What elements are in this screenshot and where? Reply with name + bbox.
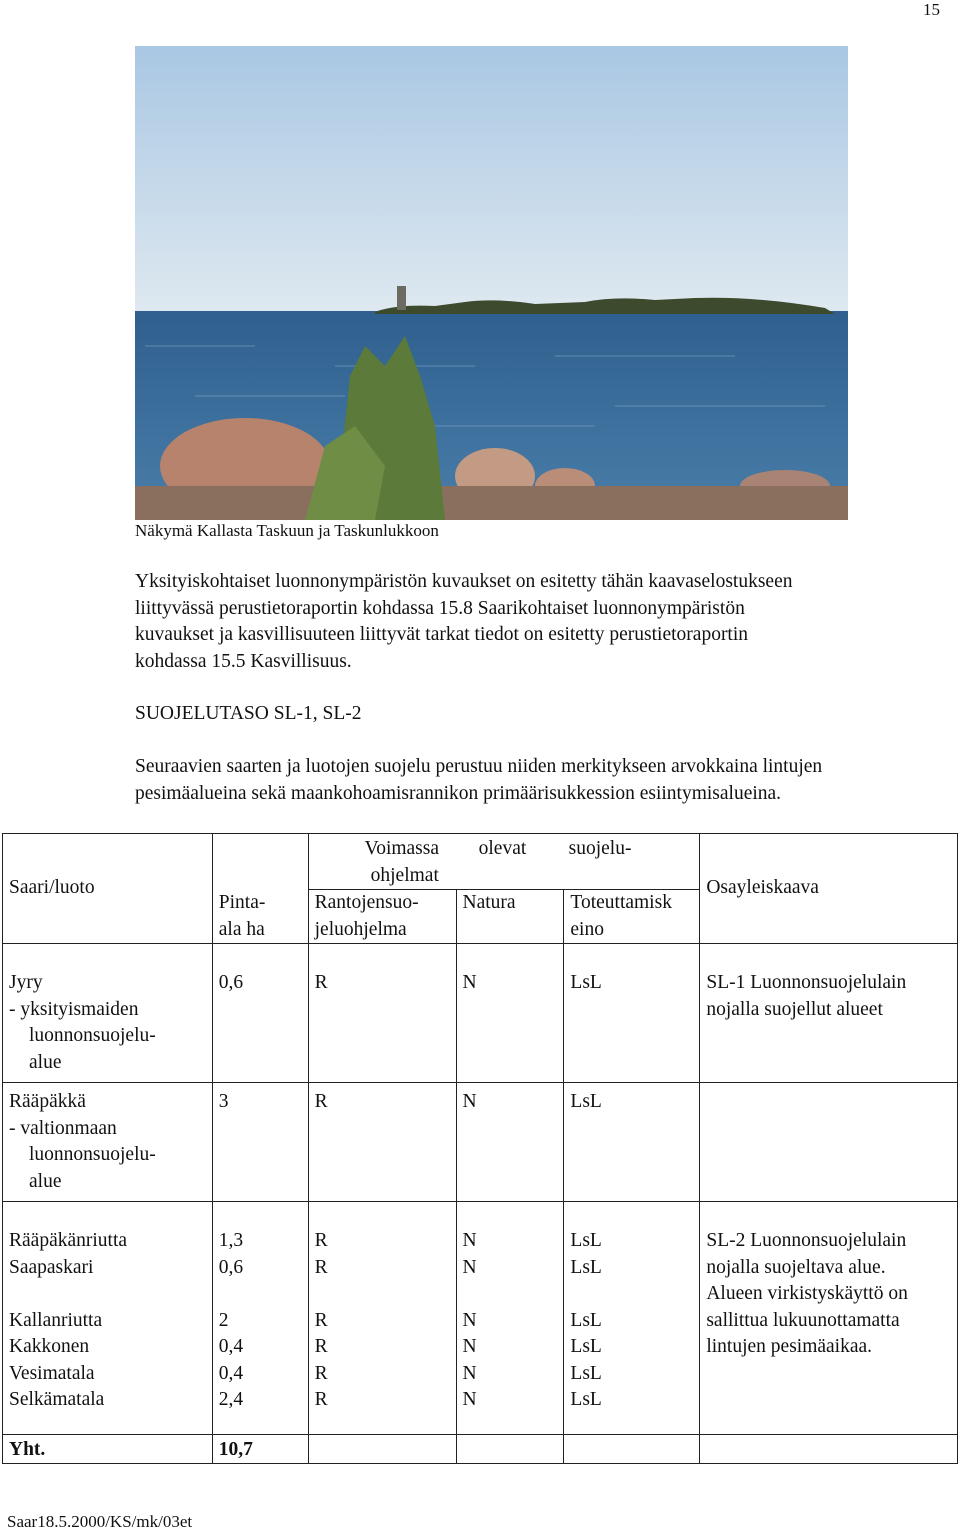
row-natura: N	[456, 944, 564, 1083]
body-line: Seuraavien saarten ja luotojen suojelu perustuu niiden merkitykseen arvokkaina lintujen	[135, 756, 823, 777]
row-areas-group: 1,3 0,6 2 0,4 0,4 2,4	[212, 1202, 308, 1435]
header-toteuttamiskeino: Toteuttamisk eino	[564, 890, 700, 944]
row-name-raapakka: Rääpäkkä - valtionmaan luonnonsuojelu- alue	[3, 1083, 213, 1202]
intro-paragraph	[135, 569, 935, 675]
coastal-photo	[135, 46, 848, 520]
row-osay	[700, 1083, 958, 1202]
section-heading: SUOJELUTASO SL-1, SL-2	[135, 703, 362, 724]
row-osay: SL-1 Luonnonsuojelulain nojalla suojellut alueet	[700, 944, 958, 1083]
intro-line: kuvaukset ja kasvillisuuteen liittyvät tarkat tiedot on esitetty perustietoraportin	[135, 624, 749, 645]
header-ranta: Rantojensuo- jeluohjelma	[308, 890, 456, 944]
table-row	[3, 1083, 958, 1202]
footer-reference: Saar18.5.2000/KS/mk/03et	[7, 1512, 193, 1531]
table-total-row	[3, 1434, 958, 1464]
total-value: 10,7	[212, 1434, 308, 1464]
photo-caption: Näkymä Kallasta Taskuun ja Taskunlukkoon	[135, 521, 439, 540]
body-paragraph	[135, 754, 935, 807]
protection-table	[2, 833, 958, 1464]
intro-line: liittyvässä perustietoraportin kohdassa 15.8 Saarikohtaiset luonnonympäristön	[135, 597, 745, 619]
table-row	[3, 1202, 958, 1435]
row-ranta: R	[308, 944, 456, 1083]
row-area: 3	[212, 1083, 308, 1202]
row-keino: LsL	[564, 1083, 700, 1202]
header-group-programs: Voimassa olevat suojelu- ohjelmat	[308, 834, 700, 890]
row-keino-group: LsL LsL LsL LsL LsL LsL	[564, 1202, 700, 1435]
row-ranta-group: R R R R R R	[308, 1202, 456, 1435]
total-label: Yht.	[3, 1434, 213, 1464]
intro-line: kohdassa 15.5 Kasvillisuus.	[135, 650, 352, 672]
table-header-row-1	[3, 834, 958, 890]
row-ranta: R	[308, 1083, 456, 1202]
row-natura-group: N N N N N N	[456, 1202, 564, 1435]
row-area: 0,6	[212, 944, 308, 1083]
header-saari: Saari/luoto	[3, 834, 213, 944]
page-number: 15	[923, 0, 940, 19]
row-keino: LsL	[564, 944, 700, 1083]
row-name-jyry: Jyry - yksityismaiden luonnonsuojelu- alue	[3, 944, 213, 1083]
header-natura: Natura	[456, 890, 564, 944]
body-line: pesimäalueina sekä maankohoamisrannikon primäärisukkession esiintymisalueina.	[135, 782, 782, 804]
row-osay-group: SL-2 Luonnonsuojelulain nojalla suojeltava alue. Alueen virkistyskäyttö on sallittua lukuunottamatta lintujen pesimäaikaa.	[700, 1202, 958, 1435]
intro-line: Yksityiskohtaiset luonnonympäristön kuvaukset on esitetty tähän kaavaselostukseen	[135, 571, 793, 592]
row-names-group: Rääpäkänriutta Saapaskari Kallanriutta Kakkonen Vesimatala Selkämatala	[3, 1202, 213, 1435]
header-osayleiskaava: Osayleiskaava	[700, 834, 958, 944]
row-natura: N	[456, 1083, 564, 1202]
header-pinta: Pinta- ala ha	[212, 834, 308, 944]
table-row	[3, 944, 958, 1083]
